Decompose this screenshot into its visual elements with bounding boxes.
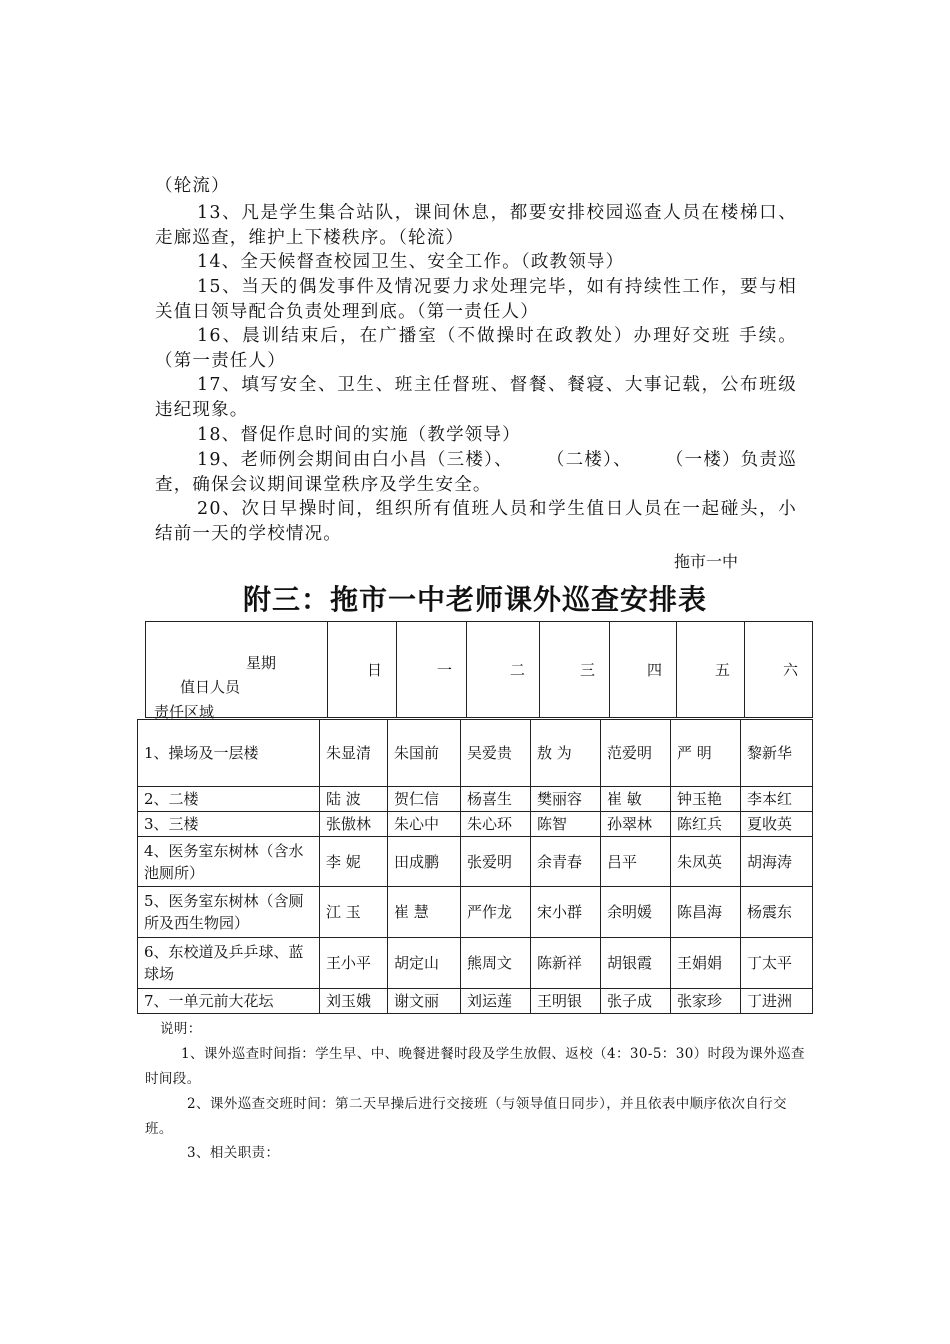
note-item: 2、课外巡查交班时间：第二天早操后进行交接班（与领导值日同步），并且依表中顺序依次自行交班。 — [145, 1096, 787, 1137]
name-cell: 张子成 — [601, 989, 671, 1014]
name-cell: 孙翠林 — [601, 812, 671, 837]
name-cell: 朱心环 — [461, 812, 531, 837]
name-cell: 张爱明 — [461, 837, 531, 887]
name-cell: 宋小群 — [531, 887, 601, 938]
name-cell: 王娟娟 — [671, 938, 741, 989]
day-header: 二 — [467, 622, 540, 718]
note-item: 1、课外巡查时间指：学生早、中、晚餐进餐时段及学生放假、返校（4：30-5：30）时段为课外巡查时间段。 — [145, 1046, 805, 1087]
area-cell: 7、一单元前大花坛 — [138, 989, 320, 1014]
table-row — [138, 837, 813, 887]
name-cell: 余青春 — [531, 837, 601, 887]
name-cell: 李 妮 — [320, 837, 388, 887]
name-cell: 胡定山 — [388, 938, 461, 989]
name-cell: 刘运莲 — [461, 989, 531, 1014]
paragraph-18: 18、督促作息时间的实施（教学领导） — [197, 425, 521, 445]
area-cell: 2、二楼 — [138, 787, 320, 812]
corner-cell — [146, 622, 328, 721]
area-cell: 4、医务室东树林（含水池厕所） — [138, 837, 320, 887]
name-cell: 严 明 — [671, 720, 741, 787]
name-cell: 杨震东 — [741, 887, 813, 938]
corner-weekday: 星期 — [246, 654, 277, 672]
paragraph-19: 19、老师例会期间由白小昌（三楼）、 （二楼）、 （一楼）负责巡查，确保会议期间课堂秩序及学生安全。 — [155, 450, 797, 495]
paragraph-16: 16、晨训结束后，在广播室（不做操时在政教处）办理好交班 手续。（第一责任人） — [155, 326, 797, 371]
day-header: 三 — [540, 622, 610, 718]
area-cell: 1、操场及一层楼 — [138, 720, 320, 787]
day-header: 一 — [397, 622, 467, 718]
day-header: 五 — [677, 622, 745, 718]
name-cell: 陆 波 — [320, 787, 388, 812]
schedule-header — [145, 621, 813, 721]
note-item: 3、相关职责： — [187, 1145, 280, 1161]
name-cell: 杨喜生 — [461, 787, 531, 812]
name-cell: 严作龙 — [461, 887, 531, 938]
table-row — [138, 887, 813, 938]
table-row — [138, 812, 813, 837]
name-cell: 王小平 — [320, 938, 388, 989]
name-cell: 刘玉娥 — [320, 989, 388, 1014]
name-cell: 钟玉艳 — [671, 787, 741, 812]
name-cell: 陈红兵 — [671, 812, 741, 837]
name-cell: 胡海涛 — [741, 837, 813, 887]
name-cell: 朱凤英 — [671, 837, 741, 887]
table-row — [138, 720, 813, 787]
name-cell: 敖 为 — [531, 720, 601, 787]
name-cell: 崔 敏 — [601, 787, 671, 812]
name-cell: 吴爱贵 — [461, 720, 531, 787]
name-cell: 吕平 — [601, 837, 671, 887]
name-cell: 熊周文 — [461, 938, 531, 989]
name-cell: 贺仁信 — [388, 787, 461, 812]
name-cell: 朱国前 — [388, 720, 461, 787]
corner-staff: 值日人员 — [180, 678, 241, 696]
name-cell: 朱显清 — [320, 720, 388, 787]
paragraph-continuation: （轮流） — [155, 176, 230, 196]
paragraph-20: 20、次日早操时间，组织所有值班人员和学生值日人员在一起碰头，小结前一天的学校情况。 — [155, 499, 797, 544]
name-cell: 田成鹏 — [388, 837, 461, 887]
day-header: 四 — [610, 622, 677, 718]
name-cell: 胡银霞 — [601, 938, 671, 989]
name-cell: 陈智 — [531, 812, 601, 837]
paragraph-14: 14、全天候督查校园卫生、安全工作。（政教领导） — [197, 252, 625, 272]
notes-heading: 说明： — [160, 1021, 202, 1037]
schedule-table — [137, 719, 813, 1014]
name-cell: 范爱明 — [601, 720, 671, 787]
area-cell: 6、东校道及乒乒球、蓝球场 — [138, 938, 320, 989]
name-cell: 王明银 — [531, 989, 601, 1014]
paragraph-13: 13、凡是学生集合站队，课间休息，都要安排校园巡查人员在楼梯口、走廊巡查，维护上下楼秩序。（轮流） — [155, 203, 797, 248]
name-cell: 江 玉 — [320, 887, 388, 938]
paragraph-17: 17、填写安全、卫生、班主任督班、督餐、餐寝、大事记载，公布班级违纪现象。 — [155, 375, 797, 420]
name-cell: 余明媛 — [601, 887, 671, 938]
name-cell: 崔 慧 — [388, 887, 461, 938]
day-header: 日 — [328, 622, 397, 718]
name-cell: 丁进洲 — [741, 989, 813, 1014]
table-row — [138, 787, 813, 812]
area-cell: 5、医务室东树林（含厕所及西生物园） — [138, 887, 320, 938]
name-cell: 陈新祥 — [531, 938, 601, 989]
name-cell: 夏收英 — [741, 812, 813, 837]
name-cell: 李本红 — [741, 787, 813, 812]
name-cell: 丁太平 — [741, 938, 813, 989]
name-cell: 黎新华 — [741, 720, 813, 787]
signature: 拖市一中 — [674, 552, 739, 571]
name-cell: 樊丽容 — [531, 787, 601, 812]
corner-area: 责任区域 — [154, 703, 215, 721]
page-title: 附三：拖市一中老师课外巡查安排表 — [242, 583, 707, 616]
name-cell: 陈昌海 — [671, 887, 741, 938]
name-cell: 张傲林 — [320, 812, 388, 837]
paragraph-15: 15、当天的偶发事件及情况要力求处理完毕，如有持续性工作，要与相关值日领导配合负责处理到底。（第一责任人） — [155, 277, 797, 322]
name-cell: 谢文丽 — [388, 989, 461, 1014]
area-cell: 3、三楼 — [138, 812, 320, 837]
day-header: 六 — [745, 622, 813, 718]
name-cell: 朱心中 — [388, 812, 461, 837]
table-row — [138, 938, 813, 989]
table-row — [138, 989, 813, 1014]
name-cell: 张家珍 — [671, 989, 741, 1014]
